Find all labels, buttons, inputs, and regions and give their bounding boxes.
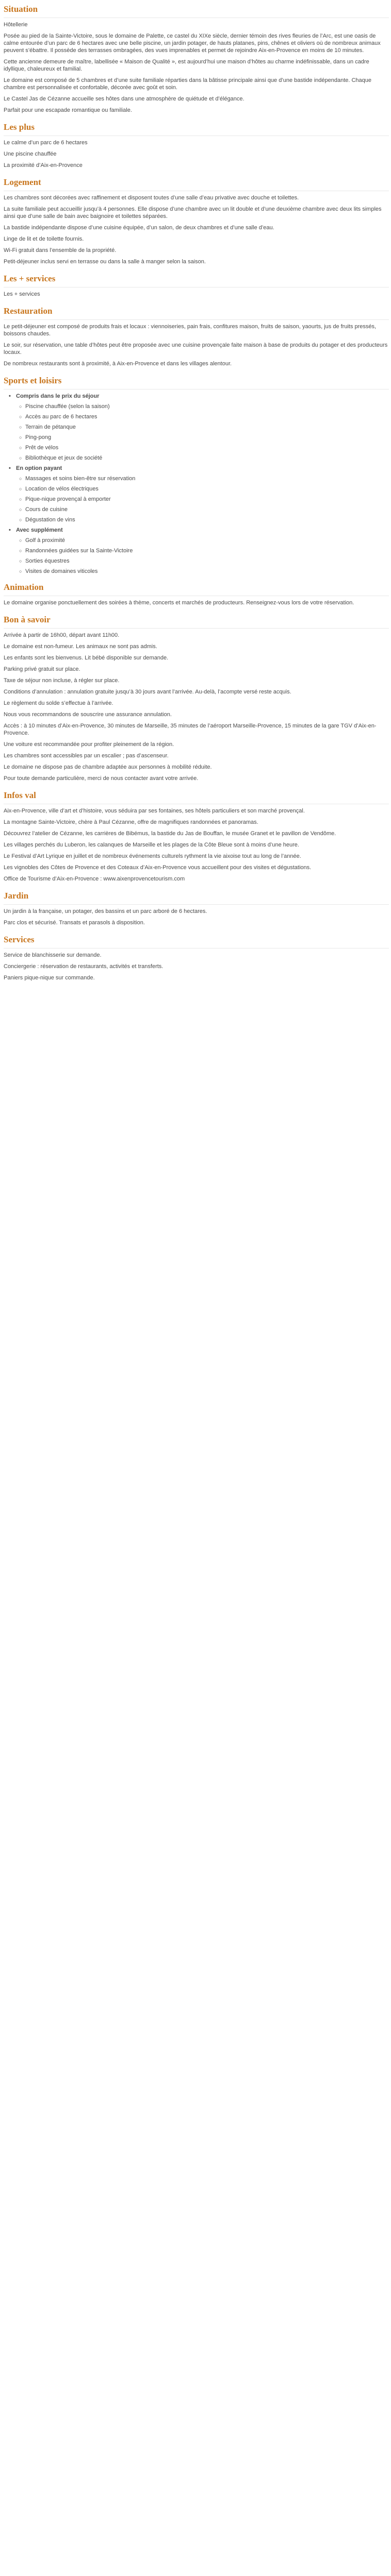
paragraph: Découvrez l’atelier de Cézanne, les carrières de Bibémus, la bastide du Jas de Bouffan, le musée Granet et le pavillon de Vendôme. — [4, 831, 336, 837]
paragraph: Les chambres sont accessibles par un escalier ; pas d’ascenseur. — [4, 753, 169, 759]
paragraph: Wi-Fi gratuit dans l’ensemble de la propriété. — [4, 247, 117, 253]
paragraph: La montagne Sainte-Victoire, chère à Paul Cézanne, offre de magnifiques randonnées et panoramas. — [4, 819, 258, 825]
paragraph: Petit-déjeuner inclus servi en terrasse ou dans la salle à manger selon la saison. — [4, 259, 206, 265]
list-item: ○ Cours de cuisine — [4, 506, 389, 513]
list-item: • En option payant — [4, 465, 389, 472]
section-title: Animation — [4, 582, 44, 592]
section-title: Logement — [4, 177, 41, 187]
section-divider — [4, 135, 389, 136]
section-title: Bon à savoir — [4, 615, 51, 624]
paragraph: Les + services — [4, 291, 40, 297]
paragraph: Arrivée à partir de 16h00, départ avant 11h00. — [4, 632, 120, 638]
paragraph: Pour toute demande particulière, merci de nous contacter avant votre arrivée. — [4, 775, 199, 782]
section-6 — [4, 578, 389, 606]
document-page — [0, 0, 391, 981]
list-item: ○ Prêt de vélos — [4, 444, 389, 451]
section-3 — [4, 269, 389, 298]
list-item: ○ Accès au parc de 6 hectares — [4, 413, 389, 420]
paragraph: Les chambres sont décorées avec raffinement et disposent toutes d’une salle d’eau privative avec douche et toilettes. — [4, 195, 299, 201]
section-10 — [4, 930, 389, 981]
paragraph: Hôtellerie — [4, 22, 28, 28]
list-item: • Compris dans le prix du séjour — [4, 393, 389, 400]
list-item: ○ Pique-nique provençal à emporter — [4, 496, 389, 503]
paragraph: Le soir, sur réservation, une table d’hôtes peut être proposée avec une cuisine provençale faite maison à base de produits du potager et des producteurs locaux. — [4, 342, 388, 355]
list-item: • Avec supplément — [4, 527, 389, 534]
paragraph: Le Castel Jas de Cézanne accueille ses hôtes dans une atmosphère de quiétude et d’élégance. — [4, 96, 245, 102]
section-title: Sports et loisirs — [4, 376, 62, 385]
paragraph: Conciergerie : réservation de restaurants, activités et transferts. — [4, 963, 164, 970]
paragraph: Aix-en-Provence, ville d’art et d’histoire, vous séduira par ses fontaines, ses hôtels particuliers et son marché provençal. — [4, 808, 305, 814]
paragraph: Parc clos et sécurisé. Transats et parasols à disposition. — [4, 920, 145, 926]
list-item: ○ Sorties équestres — [4, 557, 389, 565]
list-item: ○ Ping-pong — [4, 434, 389, 441]
section-divider — [4, 904, 389, 905]
paragraph: La bastide indépendante dispose d’une cuisine équipée, d’un salon, de deux chambres et d’une salle d’eau. — [4, 225, 274, 231]
list-item: ○ Golf à proximité — [4, 537, 389, 544]
paragraph: Le Festival d’Art Lyrique en juillet et de nombreux événements culturels rythment la vie aixoise tout au long de l’année. — [4, 853, 301, 859]
paragraph: Nous vous recommandons de souscrire une assurance annulation. — [4, 711, 172, 718]
paragraph: Le petit-déjeuner est composé de produits frais et locaux : viennoiseries, pain frais, confitures maison, fruits de saison, yaourts, jus de fruits pressés, boissons chaudes. — [4, 324, 377, 337]
paragraph: Conditions d’annulation : annulation gratuite jusqu’à 30 jours avant l’arrivée. Au-delà, l’acompte versé reste acquis. — [4, 689, 291, 695]
paragraph: Le calme d’un parc de 6 hectares — [4, 140, 88, 146]
paragraph: Paniers pique-nique sur commande. — [4, 975, 95, 981]
paragraph: Une voiture est recommandée pour profiter pleinement de la région. — [4, 741, 174, 748]
list-item: ○ Visites de domaines viticoles — [4, 568, 389, 575]
section-4 — [4, 302, 389, 367]
section-divider — [4, 319, 389, 320]
paragraph: Les vignobles des Côtes de Provence et des Coteaux d’Aix-en-Provence vous accueillent pour des visites et dégustations. — [4, 865, 312, 871]
list-item: ○ Location de vélos électriques — [4, 485, 389, 493]
list-item: ○ Randonnées guidées sur la Sainte-Victoire — [4, 547, 389, 554]
paragraph: Le domaine organise ponctuellement des soirées à thème, concerts et marchés de producteurs. Renseignez-vous lors de votre réservation. — [4, 600, 354, 606]
paragraph: Une piscine chauffée — [4, 151, 57, 157]
list-item: ○ Massages et soins bien-être sur réservation — [4, 475, 389, 482]
list-item: ○ Dégustation de vins — [4, 516, 389, 523]
paragraph: Posée au pied de la Sainte-Victoire, sous le domaine de Palette, ce castel du XIXe siècle, dernier témoin des rives fleuries de l’Arc, est une oasis de calme entourée d’un parc de 6 hectares avec une belle piscine, un jardin potager, de hauts platanes, pins, chênes et oliviers où de nombreux animaux peuvent s’ébattre. Il possède des terrasses ombragées, des vues imprenables et permet de rejoindre Aix-en-Provence en moins de 10 minutes. — [4, 33, 381, 54]
section-title: Les plus — [4, 122, 35, 132]
paragraph: Linge de lit et de toilette fournis. — [4, 236, 84, 242]
paragraph: Parfait pour une escapade romantique ou familiale. — [4, 107, 132, 113]
section-title: Jardin — [4, 891, 29, 901]
paragraph: Un jardin à la française, un potager, des bassins et un parc arboré de 6 hectares. — [4, 908, 207, 914]
list-item: ○ Terrain de pétanque — [4, 423, 389, 431]
section-2 — [4, 173, 389, 265]
paragraph: Parking privé gratuit sur place. — [4, 666, 80, 672]
section-divider — [4, 628, 389, 629]
paragraph: Le domaine est non-fumeur. Les animaux ne sont pas admis. — [4, 643, 157, 650]
section-title: Situation — [4, 4, 38, 14]
paragraph: Le domaine est composé de 5 chambres et d’une suite familiale réparties dans la bâtisse principale ainsi que d’une bastide indépendante. Chaque chambre est personnalisée et confortable, décorée avec goût et soin. — [4, 77, 372, 91]
paragraph: Office de Tourisme d’Aix-en-Provence : www.aixenprovencetourism.com — [4, 876, 185, 882]
section-1 — [4, 118, 389, 169]
paragraph: La suite familiale peut accueillir jusqu’à 4 personnes. Elle dispose d’une chambre avec un lit double et d’une deuxième chambre avec deux lits simples ainsi que d’une salle de bain avec baignoire et toilettes séparées. — [4, 206, 382, 219]
section-8 — [4, 786, 389, 883]
section-0 — [4, 0, 389, 114]
sections-container — [4, 0, 389, 981]
section-title: Infos val — [4, 790, 36, 800]
paragraph: La proximité d’Aix-en-Provence — [4, 162, 83, 168]
section-title: Restauration — [4, 306, 53, 316]
paragraph: Service de blanchisserie sur demande. — [4, 952, 102, 958]
paragraph: Les enfants sont les bienvenus. Lit bébé disponible sur demande. — [4, 655, 169, 661]
section-title: Services — [4, 935, 35, 944]
paragraph: Taxe de séjour non incluse, à régler sur place. — [4, 677, 120, 684]
paragraph: Le règlement du solde s’effectue à l’arrivée. — [4, 700, 113, 706]
paragraph: Le domaine ne dispose pas de chambre adaptée aux personnes à mobilité réduite. — [4, 764, 212, 770]
section-9 — [4, 887, 389, 926]
paragraph: Cette ancienne demeure de maître, labellisée « Maison de Qualité », est aujourd’hui une maison d’hôtes au charme indéfinissable, dans un cadre idyllique, chaleureux et familial. — [4, 59, 369, 72]
section-5 — [4, 371, 389, 575]
list-item: ○ Piscine chauffée (selon la saison) — [4, 403, 389, 410]
paragraph: De nombreux restaurants sont à proximité, à Aix-en-Provence et dans les villages alentour. — [4, 361, 232, 367]
section-7 — [4, 611, 389, 782]
list-item: ○ Bibliothèque et jeux de société — [4, 454, 389, 462]
section-title: Les + services — [4, 274, 56, 283]
paragraph: Les villages perchés du Luberon, les calanques de Marseille et les plages de la Côte Bleue sont à moins d’une heure. — [4, 842, 299, 848]
paragraph: Accès : à 10 minutes d’Aix-en-Provence, 30 minutes de Marseille, 35 minutes de l’aéroport Marseille-Provence, 15 minutes de la gare TGV d’Aix-en-Provence. — [4, 723, 377, 736]
